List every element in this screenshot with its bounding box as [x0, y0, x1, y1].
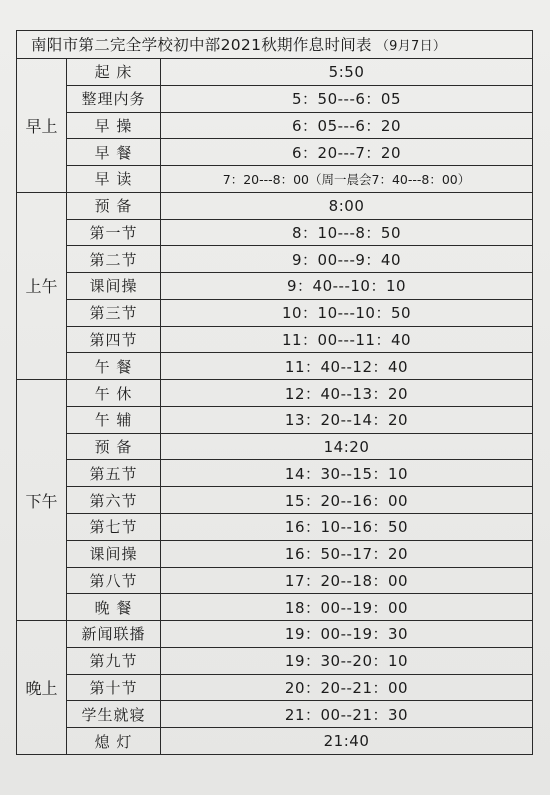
activity-name: 第十节 [67, 674, 161, 701]
activity-name: 第二节 [67, 246, 161, 273]
activity-time: 18：00--19：00 [161, 594, 533, 621]
activity-name: 第四节 [67, 326, 161, 353]
activity-time: 9：40---10：10 [161, 273, 533, 300]
period-label: 上午 [17, 192, 67, 379]
activity-name: 午 辅 [67, 406, 161, 433]
activity-time: 10：10---10：50 [161, 299, 533, 326]
activity-name: 早 餐 [67, 139, 161, 166]
schedule-row [17, 273, 533, 300]
schedule-row [17, 514, 533, 541]
activity-name: 第八节 [67, 567, 161, 594]
schedule-row [17, 621, 533, 648]
schedule-row [17, 219, 533, 246]
activity-name: 第五节 [67, 460, 161, 487]
title-text: 南阳市第二完全学校初中部2021秋期作息时间表 [31, 36, 372, 55]
activity-name: 午 餐 [67, 353, 161, 380]
activity-name: 第七节 [67, 514, 161, 541]
schedule-row [17, 728, 533, 755]
schedule-row [17, 460, 533, 487]
activity-name: 第九节 [67, 647, 161, 674]
activity-name: 新闻联播 [67, 621, 161, 648]
schedule-row [17, 353, 533, 380]
activity-name: 晚 餐 [67, 594, 161, 621]
schedule-row [17, 540, 533, 567]
activity-name: 第三节 [67, 299, 161, 326]
schedule-row [17, 58, 533, 85]
activity-time: 14：30--15：10 [161, 460, 533, 487]
schedule-row [17, 299, 533, 326]
activity-name: 第一节 [67, 219, 161, 246]
activity-time: 5：50---6：05 [161, 85, 533, 112]
schedule-row [17, 674, 533, 701]
activity-name: 课间操 [67, 540, 161, 567]
activity-time: 21：00--21：30 [161, 701, 533, 728]
activity-name: 预 备 [67, 192, 161, 219]
activity-time: 21:40 [161, 728, 533, 755]
activity-name: 午 休 [67, 380, 161, 407]
activity-time: 17：20--18：00 [161, 567, 533, 594]
activity-time: 5:50 [161, 58, 533, 85]
activity-time: 16：10--16：50 [161, 514, 533, 541]
period-label: 早上 [17, 58, 67, 192]
activity-time: 6：05---6：20 [161, 112, 533, 139]
schedule-row [17, 406, 533, 433]
schedule-row [17, 701, 533, 728]
schedule-row [17, 192, 533, 219]
activity-time: 19：30--20：10 [161, 647, 533, 674]
activity-time: 8:00 [161, 192, 533, 219]
activity-name: 熄 灯 [67, 728, 161, 755]
activity-time: 20：20--21：00 [161, 674, 533, 701]
activity-time: 11：40--12：40 [161, 353, 533, 380]
activity-time: 11：00---11：40 [161, 326, 533, 353]
activity-name: 学生就寝 [67, 701, 161, 728]
activity-time: 19：00--19：30 [161, 621, 533, 648]
activity-time: 12：40--13：20 [161, 380, 533, 407]
activity-time: 9：00---9：40 [161, 246, 533, 273]
activity-time: 6：20---7：20 [161, 139, 533, 166]
activity-time: 7：20---8：00（周一晨会7：40---8：00） [161, 166, 533, 193]
activity-name: 课间操 [67, 273, 161, 300]
period-label: 下午 [17, 380, 67, 621]
schedule-row [17, 246, 533, 273]
activity-time: 16：50--17：20 [161, 540, 533, 567]
schedule-row [17, 139, 533, 166]
schedule-row [17, 380, 533, 407]
schedule-row [17, 647, 533, 674]
schedule-row [17, 594, 533, 621]
schedule-row [17, 567, 533, 594]
title-row [17, 31, 533, 59]
activity-name: 早 读 [67, 166, 161, 193]
schedule-title [17, 31, 533, 59]
date-note: （9月7日） [375, 39, 447, 55]
activity-time: 8：10---8：50 [161, 219, 533, 246]
activity-name: 起 床 [67, 58, 161, 85]
activity-name: 整理内务 [67, 85, 161, 112]
schedule-row [17, 487, 533, 514]
activity-name: 预 备 [67, 433, 161, 460]
activity-time: 13：20--14：20 [161, 406, 533, 433]
schedule-row [17, 326, 533, 353]
schedule-row [17, 166, 533, 193]
schedule-table [16, 30, 533, 755]
activity-time: 14:20 [161, 433, 533, 460]
activity-name: 早 操 [67, 112, 161, 139]
activity-name: 第六节 [67, 487, 161, 514]
activity-time: 15：20--16：00 [161, 487, 533, 514]
schedule-row [17, 112, 533, 139]
period-label: 晚上 [17, 621, 67, 755]
schedule-row [17, 433, 533, 460]
schedule-row [17, 85, 533, 112]
